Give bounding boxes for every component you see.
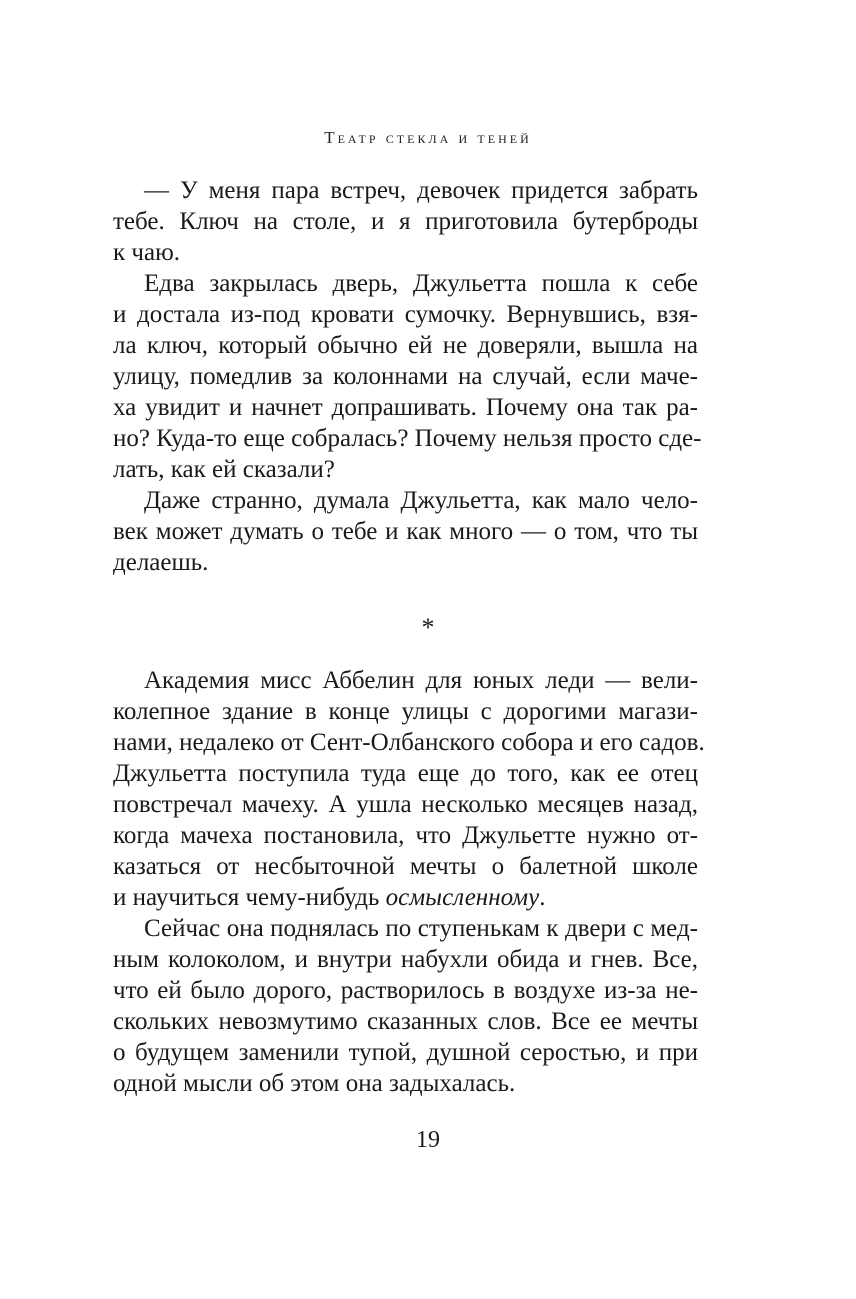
paragraph	[113, 485, 698, 578]
text-line: повстречал мачеху. А ушла несколько месяцев назад,	[113, 791, 698, 818]
paragraph	[113, 175, 698, 268]
text-line	[113, 882, 698, 913]
text-line: — У меня пара встреч, девочек придется забрать	[144, 177, 698, 204]
text-line: колепное здание в конце улицы с дорогими магази-	[113, 698, 698, 725]
text-fragment: и научиться чему-нибудь	[113, 884, 386, 911]
text-line: Даже странно, думала Джульетта, как мало чело-	[144, 487, 698, 514]
text-line: ха увидит и начнет допрашивать. Почему она так ра-	[113, 394, 698, 421]
text-fragment: .	[539, 884, 546, 911]
text-line: делаешь.	[113, 549, 209, 576]
text-section-2	[113, 665, 705, 1099]
italic-text: осмысленному	[385, 884, 540, 911]
text-line: ла ключ, который обычно ей не доверяли, вышла на	[113, 332, 698, 359]
text-line: век может думать о тебе и как много — о том, что ты	[113, 518, 698, 545]
text-line: ным колоколом, и внутри набухли обида и гнев. Все,	[113, 946, 698, 973]
text-line: лать, как ей сказали?	[113, 456, 335, 483]
text-line: когда мачеха постановила, что Джульетте нужно от-	[113, 822, 698, 849]
text-line: но? Куда-то еще собралась? Почему нельзя просто сде-	[113, 425, 702, 452]
text-line: Едва закрылась дверь, Джульетта пошла к себе	[144, 270, 698, 297]
text-line: казаться от несбыточной мечты о балетной школе	[113, 853, 698, 880]
text-line: что ей было дорого, растворилось в воздухе из-за не-	[113, 977, 698, 1004]
text-line: Сейчас она поднялась по ступенькам к двери с мед-	[144, 915, 698, 942]
text-line: одной мысли об этом она задыхалась.	[113, 1070, 516, 1097]
text-line: скольких невозмутимо сказанных слов. Все ее мечты	[113, 1008, 698, 1035]
text-line: и достала из-под кровати сумочку. Вернувшись, взя-	[113, 301, 698, 328]
text-line: к чаю.	[113, 239, 180, 266]
text-line: о будущем заменили тупой, душной серостью, и при	[113, 1039, 698, 1066]
text-line: нами, недалеко от Сент-Олбанского собора и его садов.	[113, 729, 705, 756]
section-separator: *	[421, 613, 435, 642]
text-line: Академия мисс Аббелин для юных леди — вели-	[144, 667, 698, 694]
paragraph	[113, 268, 702, 485]
text-line: Джульетта поступила туда еще до того, как ее отец	[113, 760, 698, 787]
paragraph	[113, 665, 705, 913]
text-line: улицу, помедлив за колоннами на случай, если маче-	[113, 363, 698, 390]
text-line: тебе. Ключ на столе, и я приготовила бутерброды	[113, 208, 698, 235]
text-section-1	[113, 175, 702, 578]
paragraph	[113, 913, 698, 1099]
running-head: Театр стекла и теней	[324, 128, 532, 147]
page-number: 19	[416, 1127, 440, 1153]
